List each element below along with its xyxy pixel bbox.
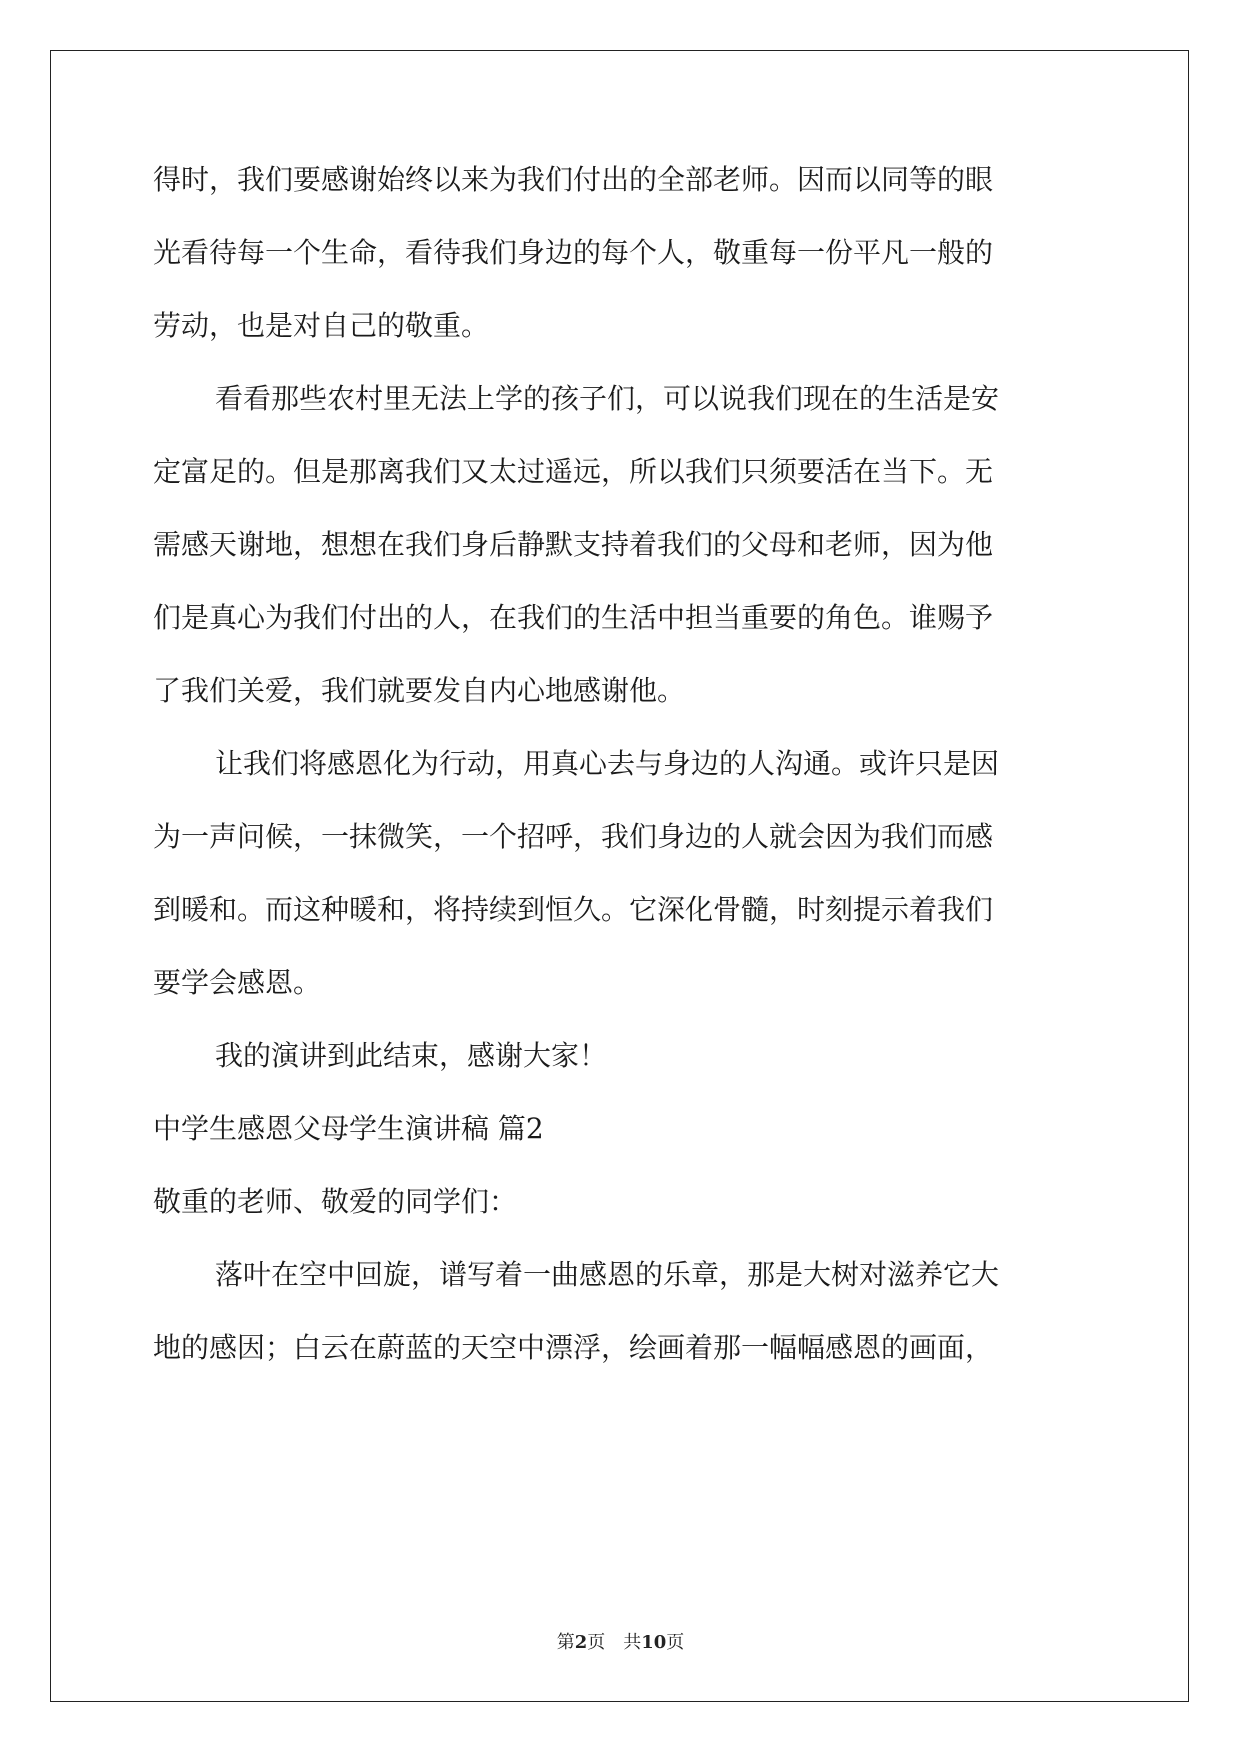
footer-total-pages: 10 [641,1632,667,1653]
closing-line: 我的演讲到此结束，感谢大家！ [215,1039,608,1072]
text-line: 得时，我们要感谢始终以来为我们付出的全部老师。因而以同等的眼 [153,163,994,196]
footer-mid: 页 共 [587,1632,642,1653]
text-line: 定富足的。但是那离我们又太过遥远，所以我们只须要活在当下。无 [153,455,994,488]
footer-suffix: 页 [666,1632,685,1653]
footer-prefix: 第 [556,1632,575,1653]
text-line: 地的感因；白云在蔚蓝的天空中漂浮，绘画着那一幅幅感恩的画面， [153,1331,994,1364]
footer-page-number: 2 [574,1632,588,1653]
text-line: 光看待每一个生命，看待我们身边的每个人，敬重每一份平凡一般的 [153,236,994,269]
salutation: 敬重的老师、敬爱的同学们： [153,1185,518,1218]
section-heading: 中学生感恩父母学生演讲稿 篇2 [153,1112,544,1145]
text-line: 到暖和。而这种暖和，将持续到恒久。它深化骨髓，时刻提示着我们 [153,893,994,926]
text-line: 需感天谢地，想想在我们身后静默支持着我们的父母和老师，因为他 [153,528,994,561]
text-line: 落叶在空中回旋，谱写着一曲感恩的乐章，那是大树对滋养它大 [215,1258,1000,1291]
page-footer [0,1628,1241,1654]
text-line: 劳动，也是对自己的敬重。 [153,309,490,342]
text-line: 让我们将感恩化为行动，用真心去与身边的人沟通。或许只是因 [215,747,1000,780]
text-line: 要学会感恩。 [153,966,322,999]
text-line: 为一声问候，一抹微笑，一个招呼，我们身边的人就会因为我们而感 [153,820,994,853]
page-border [50,50,1189,1702]
text-line: 们是真心为我们付出的人，在我们的生活中担当重要的角色。谁赐予 [153,601,994,634]
text-line: 看看那些农村里无法上学的孩子们，可以说我们现在的生活是安 [215,382,1000,415]
text-line: 了我们关爱，我们就要发自内心地感谢他。 [153,674,686,707]
